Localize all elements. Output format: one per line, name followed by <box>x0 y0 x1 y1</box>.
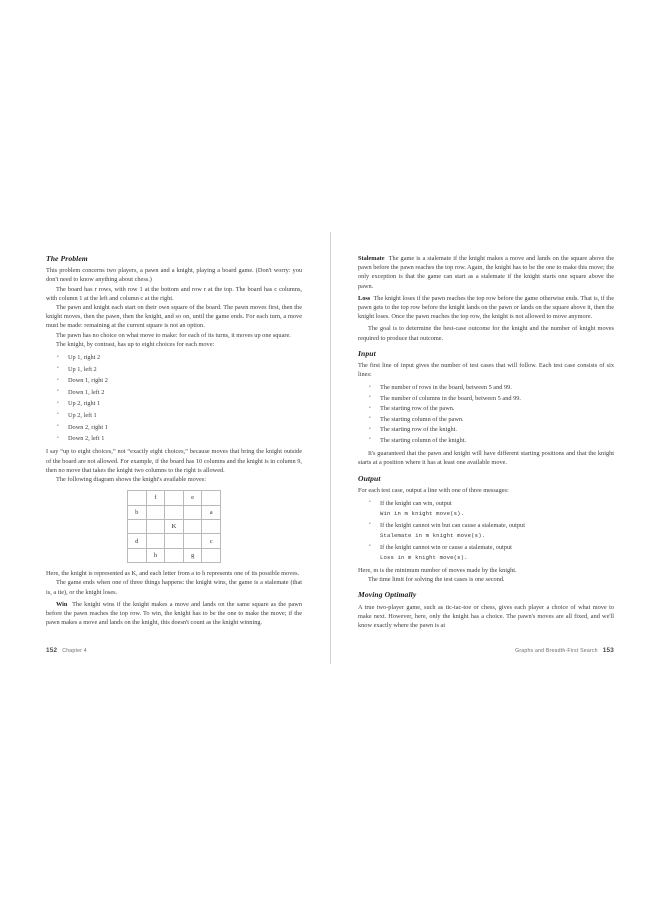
board-cell <box>146 519 165 533</box>
board-cell: g <box>183 548 202 562</box>
output-case-code: Win in m knight move(s). <box>380 510 465 518</box>
board-cell <box>183 519 202 533</box>
runin-text-stalemate: The game is a stalemate if the knight makes a move and lands on the square above the pawn before the pawn reaches the top row. Again, the knight has to be the one to make this move; the only exception is that the game can start as a stalemate if the knight starts one square above the pawn. <box>358 255 614 290</box>
board-cell <box>202 491 221 505</box>
paragraph-diagram-caption: Here, the knight is represented as K, and each letter from a to h represents one of its possible moves. <box>46 570 300 578</box>
board-cell <box>165 548 184 562</box>
right-page <box>330 232 660 664</box>
paragraph-pawn-moves: The pawn has no choice on what move to make: for each of its turns, it moves up one square. <box>56 331 291 339</box>
runin-text-loss: The knight loses if the pawn reaches the top row before the game otherwise ends. That is, if the pawn gets to the top row before the knight lands on the pawn or lands on the square above it, then the knight loses. Once the pawn reaches the top row, the knight is not allowed to move anymore. <box>358 294 614 321</box>
board-cell: e <box>183 491 202 505</box>
board-cell: d <box>128 534 147 548</box>
list-item: • Down 1, right 2 <box>68 376 302 385</box>
board-cell <box>146 505 165 519</box>
output-cases-list <box>358 499 614 562</box>
paragraph-input-guarantee: It's guaranteed that the pawn and knight will have different starting positions and that the knight starts at a position where it has at least one available move. <box>358 450 614 467</box>
left-page-footer <box>46 647 87 654</box>
board-cell: b <box>128 505 147 519</box>
list-item: • Down 1, left 2 <box>68 388 302 397</box>
paragraph-output-intro: For each test case, output a line with one of three messages: <box>358 486 509 494</box>
board-cell <box>183 505 202 519</box>
paragraph-output-note: Here, m is the minimum number of moves made by the knight. <box>358 566 517 574</box>
board-cell: f <box>146 491 165 505</box>
table-row <box>128 519 221 533</box>
paragraph-up-to-eight: I say “up to eight choices,” not “exactly eight choices,” because moves that bring the knight outside of the board are not allowed. For example, if the board has 10 columns and the knight is in column 9, then no move that takes the knight two columns to the right is allowed. <box>46 448 302 474</box>
list-item <box>380 499 614 518</box>
left-page <box>0 232 330 664</box>
knight-moves-list <box>46 353 302 443</box>
list-item: • The number of columns in the board, between 5 and 99. <box>380 394 614 403</box>
paragraph-board-dims: The board has r rows, with row 1 at the bottom and row r at the top. The board has c columns, with column 1 at the left and column c at the right. <box>46 285 302 302</box>
board-cell <box>128 491 147 505</box>
list-item: • The starting column of the knight. <box>380 436 614 445</box>
list-item: • Up 2, right 1 <box>68 399 302 408</box>
list-item: • The starting column of the pawn. <box>380 415 614 424</box>
knight-moves-diagram <box>46 490 302 563</box>
paragraph-time-limit: The time limit for solving the test cases is one second. <box>368 576 505 584</box>
board-cell <box>128 519 147 533</box>
output-case-text: If the knight can win, output <box>380 499 452 507</box>
table-row <box>128 548 221 562</box>
paragraph-input-intro: The first line of input gives the number of test cases that will follow. Each test case consists of six lines: <box>358 362 614 379</box>
table-row <box>128 505 221 519</box>
board-cell <box>202 548 221 562</box>
paragraph-intro: This problem concerns two players, a pawn and a knight, playing a board game. (Don't worry: you don't need to know anything about chess.) <box>46 267 302 284</box>
list-item: • Up 1, right 2 <box>68 353 302 362</box>
output-case-code: Loss in m knight move(s). <box>380 553 468 561</box>
section-heading-the-problem: The Problem <box>46 254 88 263</box>
paragraph-loss-definition <box>358 294 614 322</box>
paragraph-diagram-lead: The following diagram shows the knight's available moves: <box>56 475 206 483</box>
output-case-code: Stalemate in m knight move(s). <box>380 531 486 539</box>
section-heading-input: Input <box>358 348 376 358</box>
runin-label-win: Win <box>56 600 68 608</box>
table-row <box>128 491 221 505</box>
section-heading-moving-optimally: Moving Optimally <box>358 590 417 600</box>
board-cell: a <box>202 505 221 519</box>
list-item: • The number of rows in the board, between 5 and 99. <box>380 383 614 392</box>
board-cell <box>165 505 184 519</box>
footer-section-label: Graphs and Breadth-First Search <box>515 648 598 654</box>
output-case-text: If the knight cannot win but can cause a stalemate, output <box>380 521 525 529</box>
board-cell <box>165 491 184 505</box>
paragraph-moving-optimally: A true two-player game, such as tic-tac-toe or chess, gives each player a choice of what move to make next. However, here, only the knight has a choice. The pawn's moves are all fixed, and we'll know exactly where the pawn is at <box>358 603 614 629</box>
page-number: 152 <box>46 647 58 654</box>
page-number: 153 <box>602 647 614 654</box>
board-cell <box>202 519 221 533</box>
board-cell: h <box>146 548 165 562</box>
board-cell: c <box>202 534 221 548</box>
section-heading-output: Output <box>358 473 381 483</box>
output-case-text: If the knight cannot win or cause a stalemate, output <box>380 543 512 551</box>
input-lines-list <box>358 383 614 445</box>
board-cell <box>146 534 165 548</box>
list-item: • Down 2, left 1 <box>68 434 302 443</box>
paragraph-game-ends: The game ends when one of three things happens: the knight wins, the game is a stalemate (that is, a tie), or the knight loses. <box>46 579 302 596</box>
list-item: • Down 2, right 1 <box>68 423 302 432</box>
paragraph-win-definition <box>46 600 302 628</box>
runin-text-win: The knight wins if the knight makes a move and lands on the same square as the pawn before the pawn reaches the top row. To win, the knight has to be the one to make the move; if the pawn makes a move and lands on the knight, this doesn't count as the knight winning. <box>46 600 302 627</box>
right-page-footer <box>515 647 614 654</box>
list-item <box>380 543 614 562</box>
list-item: • The starting row of the knight. <box>380 425 614 434</box>
board-cell-knight: K <box>165 519 184 533</box>
paragraph-stalemate-definition <box>358 254 614 291</box>
list-item: • Up 2, left 1 <box>68 411 302 420</box>
board-cell <box>183 534 202 548</box>
footer-chapter-label: Chapter 4 <box>62 648 87 654</box>
board-cell <box>128 548 147 562</box>
paragraph-knight-choices: The knight, by contrast, has up to eight choices for each move: <box>56 340 215 348</box>
paragraph-goal: The goal is to determine the best-case outcome for the knight and the number of knight moves required to produce that outcome. <box>358 325 614 342</box>
list-item: • The starting row of the pawn. <box>380 404 614 413</box>
board-grid <box>127 490 221 563</box>
table-row <box>128 534 221 548</box>
list-item <box>380 521 614 540</box>
book-spread <box>0 232 660 664</box>
runin-label-loss: Loss <box>358 294 371 302</box>
board-cell <box>165 534 184 548</box>
list-item: • Up 1, left 2 <box>68 365 302 374</box>
paragraph-turn-order: The pawn and knight each start on their own square of the board. The pawn moves first, then the knight moves, then the pawn, then the knight, and so on, until the game ends. For each turn, a move must be made: remaining at the current square is not an option. <box>46 304 302 330</box>
runin-label-stalemate: Stalemate <box>358 255 385 262</box>
